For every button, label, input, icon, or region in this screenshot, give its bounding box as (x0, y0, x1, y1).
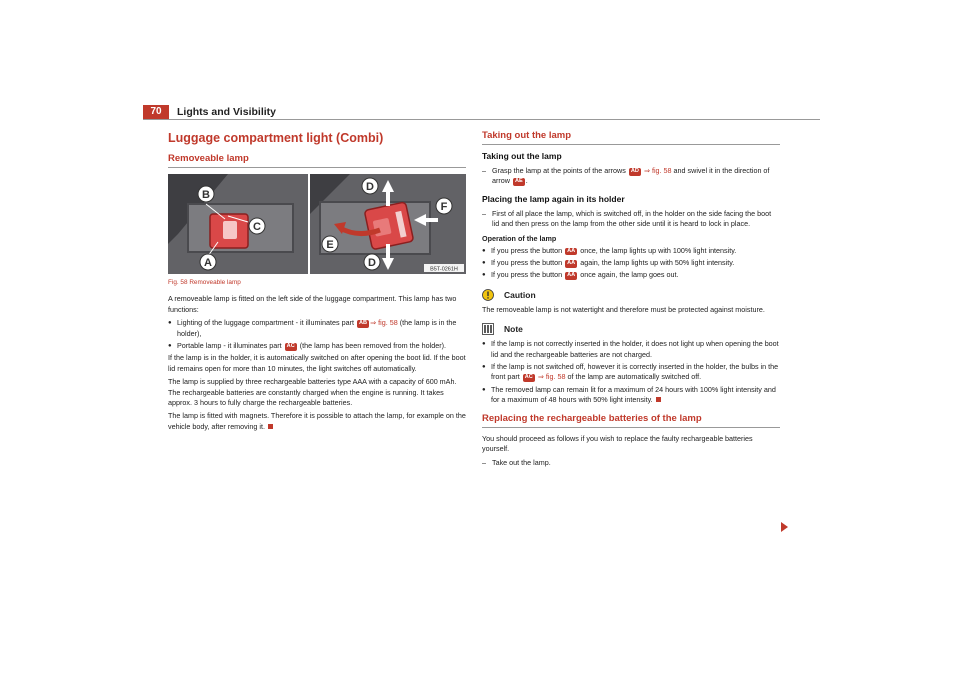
note-heading: Note (482, 323, 780, 335)
end-mark (656, 397, 661, 402)
key-aa: AA (567, 247, 576, 254)
figure-panel-in-holder (168, 174, 308, 274)
paragraph-batteries: The lamp is supplied by three rechargeable batteries type AAA with a capacity of 600 mAh. The rechargeable batteries are constantly charged when the engine is running. It takes approx. 3 hours to fully charge the rechargeable batteries. (168, 377, 457, 408)
note-icon (482, 323, 494, 335)
caution-text: The removeable lamp is not watertight and therefore must be protected against moisture. (482, 304, 765, 314)
figure-caption: Fig. 58 Removeable lamp (168, 279, 241, 286)
key-ad: AD (630, 168, 639, 174)
key-aa: AA (567, 260, 576, 267)
callout-d-bottom: D (368, 257, 376, 269)
paragraph-auto-switch: If the lamp is in the holder, it is automatically switched on after opening the boot lid. If the boot lid remains open for more than 10 minutes, the light switches off automatically. (168, 353, 466, 373)
heading-operation: Operation of the lamp (482, 233, 557, 243)
left-column (168, 130, 466, 435)
lamp-in-holder-illustration (168, 174, 308, 274)
section-title: Luggage compartment light (Combi) (168, 131, 384, 145)
operation-item-2: ● If you press the button AA again, the lamp lights up with 50% light intensity. (482, 258, 780, 268)
figure-removeable-lamp (168, 174, 466, 274)
operation-item-3: ● If you press the button AA once again, the lamp goes out. (482, 270, 780, 280)
bullet-luggage-lighting: ● Lighting of the luggage compartment - it illuminates part AB ⇒ fig. 58 (the lamp is in the holder), (168, 318, 466, 339)
note-item-3: ● The removed lamp can remain lit for a maximum of 24 hours with 100% light intensity and for a maximum of 48 hours with 50% light intensity. (482, 385, 780, 406)
end-mark (268, 424, 273, 429)
heading-taking-out: Taking out the lamp (482, 151, 562, 161)
caution-heading: Caution (482, 289, 780, 301)
callout-f: F (440, 201, 448, 213)
fig-reference: ⇒ fig. 58 (643, 166, 672, 175)
caution-icon (482, 289, 494, 301)
right-column (482, 130, 780, 470)
callout-d-top: D (366, 181, 374, 193)
lamp-removal-illustration (310, 174, 466, 274)
page-header (143, 105, 820, 119)
figure-code: B5T-0261H (430, 266, 458, 273)
key-ac: AC (286, 343, 295, 350)
next-page-arrow-icon (781, 522, 788, 532)
step-placing: – First of all place the lamp, which is switched off, in the holder on the side facing the boot lid and then press on the lamp from the other side until it is heard to lock in place. (482, 209, 780, 230)
heading-placing: Placing the lamp again in its holder (482, 193, 625, 204)
header-rule (143, 119, 820, 120)
callout-c: C (253, 221, 261, 233)
page-number: 70 (143, 105, 169, 119)
key-ac: AC (524, 374, 533, 381)
figure-panel-removing (310, 174, 466, 274)
fig-reference: ⇒ fig. 58 (370, 318, 398, 328)
intro-text: A removeable lamp is fitted on the left side of the luggage compartment. This lamp has two functions: (168, 294, 457, 314)
header-title: Lights and Visibility (177, 106, 276, 118)
fig-reference: ⇒ fig. 58 (537, 372, 566, 382)
callout-b: B (202, 189, 210, 201)
callout-a: A (204, 257, 212, 269)
subsection-taking-out: Taking out the lamp (482, 130, 780, 145)
step-take-out-lamp: – Take out the lamp. (482, 458, 780, 468)
key-ae: AE (514, 178, 523, 185)
key-ab: AB (359, 320, 368, 327)
subsection-removeable-lamp: Removeable lamp (168, 153, 466, 168)
step-taking-out: – Grasp the lamp at the points of the arrows AD ⇒ fig. 58 and swivel it in the direction of arrow AE . (482, 166, 780, 187)
note-item-1: ● If the lamp is not correctly inserted in the holder, it does not light up when opening the boot lid and the rechargeable batteries are not charged. (482, 339, 780, 360)
key-aa: AA (567, 272, 576, 279)
callout-e: E (326, 239, 334, 251)
subsection-replacing-batteries: Replacing the rechargeable batteries of the lamp (482, 413, 780, 428)
operation-item-1: ● If you press the button AA once, the lamp lights up with 100% light intensity. (482, 246, 780, 256)
note-item-2: ● If the lamp is not switched off, however it is correctly inserted in the holder, the bulbs in the front part AC ⇒ fig. 58 of the lamp are automatically switched off. (482, 362, 780, 383)
replace-intro: You should proceed as follows if you wish to replace the faulty rechargeable batteries yourself. (482, 433, 753, 454)
bullet-portable-lamp: ● Portable lamp - it illuminates part AC (the lamp has been removed from the holder). (168, 341, 466, 351)
paragraph-magnets: The lamp is fitted with magnets. Therefore it is possible to attach the lamp, for example on the vehicle body, after removing it. (168, 411, 466, 431)
